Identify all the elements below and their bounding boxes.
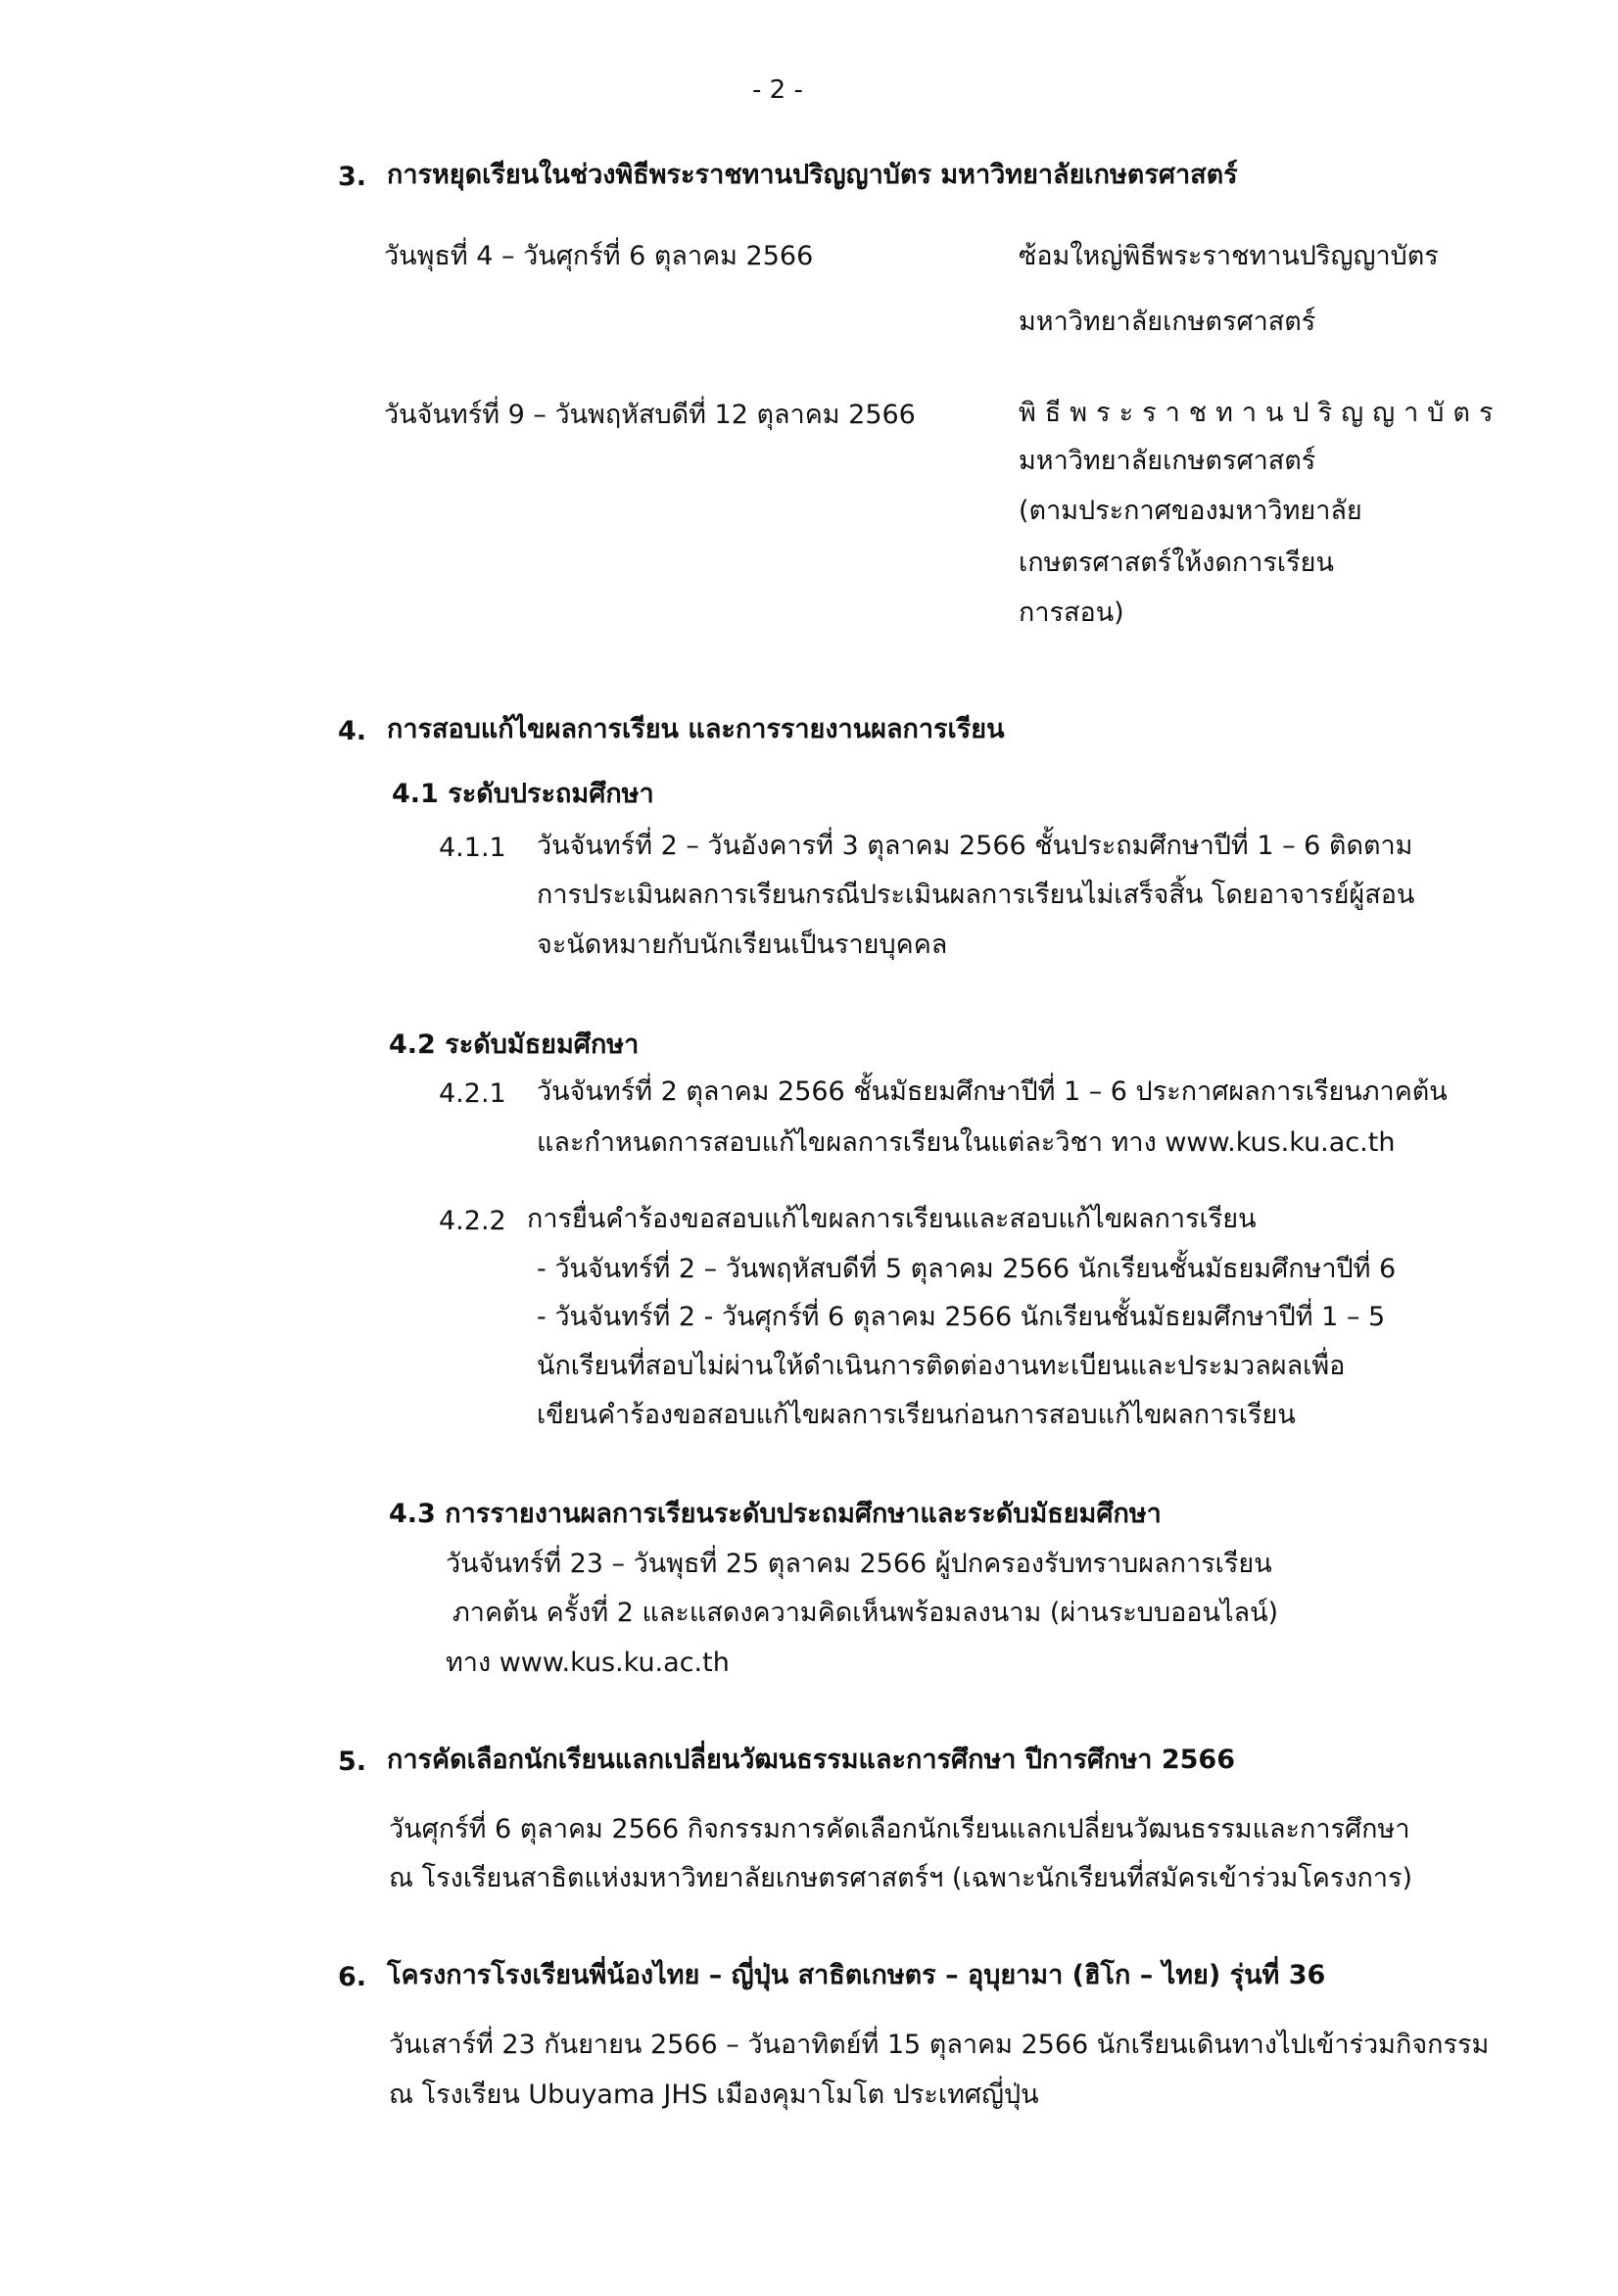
item-4-2-1-number: 4.2.1 <box>439 1078 506 1109</box>
section-3-row2-desc-line5: การสอน) <box>1019 598 1124 628</box>
item-4-2-2-number: 4.2.2 <box>439 1206 506 1236</box>
subsection-4-3-line3: ทาง www.kus.ku.ac.th <box>446 1648 730 1678</box>
item-4-1-1-line3: จะนัดหมายกับนักเรียนเป็นรายบุคคล <box>537 930 948 960</box>
section-5-line2: ณ โรงเรียนสาธิตแห่งมหาวิทยาลัยเกษตรศาสตร์ฯ (เฉพาะนักเรียนที่สมัครเข้าร่วมโครงการ) <box>389 1863 1413 1893</box>
item-4-1-1-line1: วันจันทร์ที่ 2 – วันอังคารที่ 3 ตุลาคม 2566 ชั้นประถมศึกษาปีที่ 1 – 6 ติดตาม <box>537 831 1413 861</box>
section-3-row1-desc-line2: มหาวิทยาลัยเกษตรศาสตร์ <box>1019 307 1316 337</box>
section-5-heading: การคัดเลือกนักเรียนแลกเปลี่ยนวัฒนธรรมและการศึกษา ปีการศึกษา 2566 <box>387 1745 1235 1775</box>
item-4-2-1-line2: และกำหนดการสอบแก้ไขผลการเรียนในแต่ละวิชา ทาง www.kus.ku.ac.th <box>537 1127 1396 1158</box>
section-6-number: 6. <box>338 1962 367 1992</box>
section-4-heading: การสอบแก้ไขผลการเรียน และการรายงานผลการเรียน <box>387 714 1005 744</box>
section-3-row1-desc-line1: ซ้อมใหญ่พิธีพระราชทานปริญญาบัตร <box>1019 241 1439 271</box>
section-6-line2: ณ โรงเรียน Ubuyama JHS เมืองคุมาโมโต ประเทศญี่ปุ่น <box>389 2080 1039 2110</box>
section-6-line1: วันเสาร์ที่ 23 กันยายน 2566 – วันอาทิตย์ที่ 15 ตุลาคม 2566 นักเรียนเดินทางไปเข้าร่วมกิจกรรม <box>389 2030 1490 2060</box>
item-4-2-2-line2: - วันจันทร์ที่ 2 – วันพฤหัสบดีที่ 5 ตุลาคม 2566 นักเรียนชั้นมัธยมศึกษาปีที่ 6 <box>537 1254 1397 1284</box>
subsection-4-1-heading: 4.1 ระดับประถมศึกษา <box>392 779 654 809</box>
section-3-row2-desc-line3: (ตามประกาศของมหาวิทยาลัย <box>1019 496 1362 526</box>
item-4-1-1-line2: การประเมินผลการเรียนกรณีประเมินผลการเรียนไม่เสร็จสิ้น โดยอาจารย์ผู้สอน <box>537 880 1415 910</box>
section-3-row2-date: วันจันทร์ที่ 9 – วันพฤหัสบดีที่ 12 ตุลาคม 2566 <box>384 400 916 430</box>
item-4-2-2-line1: การยื่นคำร้องขอสอบแก้ไขผลการเรียนและสอบแก้ไขผลการเรียน <box>527 1204 1257 1234</box>
section-3-heading: การหยุดเรียนในช่วงพิธีพระราชทานปริญญาบัตร มหาวิทยาลัยเกษตรศาสตร์ <box>387 160 1238 190</box>
section-5-number: 5. <box>338 1746 367 1777</box>
section-3-row2-desc-line2: มหาวิทยาลัยเกษตรศาสตร์ <box>1019 446 1316 476</box>
subsection-4-3-line1: วันจันทร์ที่ 23 – วันพุธที่ 25 ตุลาคม 2566 ผู้ปกครองรับทราบผลการเรียน <box>446 1549 1272 1579</box>
item-4-2-2-line4: นักเรียนที่สอบไม่ผ่านให้ดำเนินการติดต่องานทะเบียนและประมวลผลเพื่อ <box>537 1351 1346 1381</box>
item-4-2-2-line3: - วันจันทร์ที่ 2 - วันศุกร์ที่ 6 ตุลาคม 2566 นักเรียนชั้นมัธยมศึกษาปีที่ 1 – 5 <box>537 1302 1386 1332</box>
section-6-heading: โครงการโรงเรียนพี่น้องไทย – ญี่ปุ่น สาธิตเกษตร – อุบุยามา (ฮิโก – ไทย) รุ่นที่ 36 <box>387 1960 1326 1990</box>
subsection-4-3-line2: ภาคต้น ครั้งที่ 2 และแสดงความคิดเห็นพร้อมลงนาม (ผ่านระบบออนไลน์) <box>452 1598 1279 1628</box>
section-4-number: 4. <box>338 716 367 746</box>
section-3-row2-desc-line4: เกษตรศาสตร์ให้งดการเรียน <box>1019 548 1334 578</box>
item-4-2-2-line5: เขียนคำร้องขอสอบแก้ไขผลการเรียนก่อนการสอบแก้ไขผลการเรียน <box>537 1400 1296 1430</box>
section-5-line1: วันศุกร์ที่ 6 ตุลาคม 2566 กิจกรรมการคัดเลือกนักเรียนแลกเปลี่ยนวัฒนธรรมและการศึกษา <box>389 1814 1410 1844</box>
section-3-row2-desc-line1: พิธีพระราชทานปริญญาบัตร <box>1019 398 1502 428</box>
section-3-row1-date: วันพุธที่ 4 – วันศุกร์ที่ 6 ตุลาคม 2566 <box>384 241 814 271</box>
subsection-4-3-heading: 4.3 การรายงานผลการเรียนระดับประถมศึกษาและระดับมัธยมศึกษา <box>389 1499 1162 1529</box>
item-4-1-1-number: 4.1.1 <box>439 833 506 863</box>
section-3-number: 3. <box>338 162 367 192</box>
subsection-4-2-heading: 4.2 ระดับมัธยมศึกษา <box>389 1029 640 1060</box>
page-number: - 2 - <box>752 75 803 105</box>
item-4-2-1-line1: วันจันทร์ที่ 2 ตุลาคม 2566 ชั้นมัธยมศึกษาปีที่ 1 – 6 ประกาศผลการเรียนภาคต้น <box>537 1076 1448 1107</box>
